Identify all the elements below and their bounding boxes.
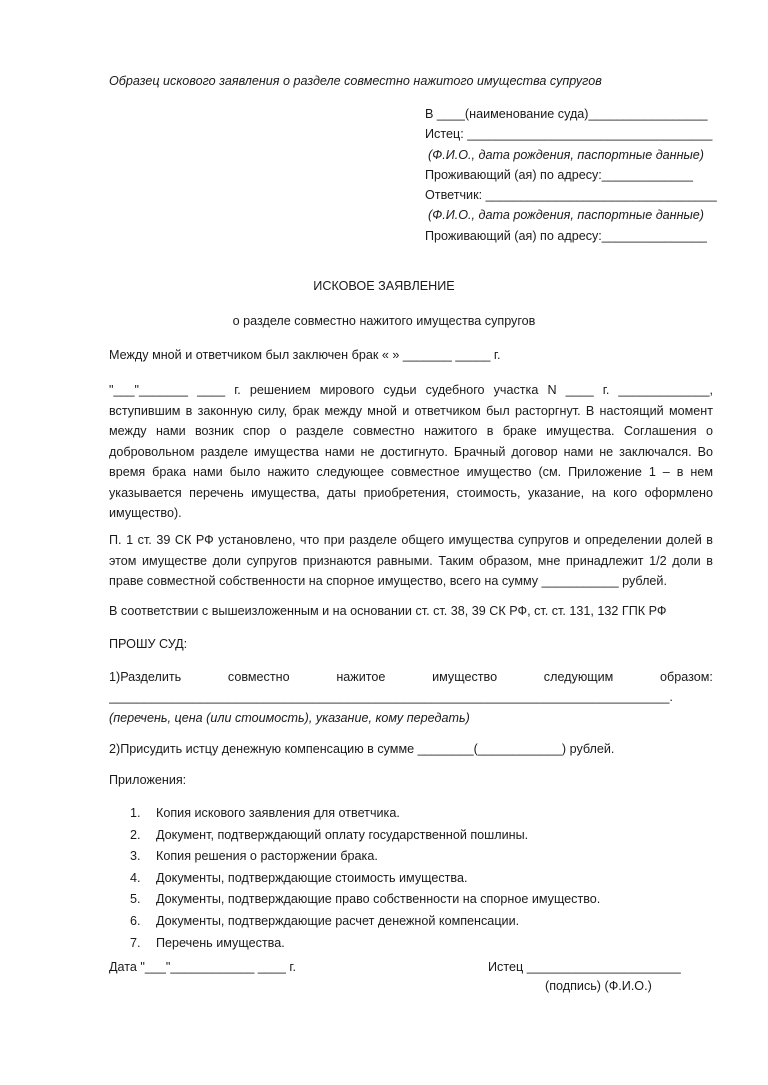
request-1-word: образом: <box>660 670 713 684</box>
footer-date: Дата "___"____________ ____ г. <box>109 960 296 974</box>
header-line-court: В ____(наименование суда)_________________ <box>425 107 708 121</box>
header-line-defendant-address: Проживающий (ая) по адресу:_______________ <box>425 229 707 243</box>
document-title: ИСКОВОЕ ЗАЯВЛЕНИЕ <box>313 279 455 293</box>
request-1-word: следующим <box>543 670 614 684</box>
request-1-word: имущество <box>432 670 498 684</box>
paragraph-divorce: "___"_______ ____ г. решением мирового судьи судебного участка N ____ г. _____________, вступившим в законную силу, брак между мной и ответчиком был расторгнут. В настоящий момент между нами возник спор о разделе совместно нажитого в браке имущества. Соглашения о добровольном разделе имущества нами не достигнуто. Брачный договор нами не заключался. Во время брака нами было нажито следующее совместное имущество (см. Приложение 1 – в нем указывается перечень имущества, даты приобретения, стоимость, указание, на кого оформлено имущество). <box>109 383 713 520</box>
list-item <box>130 889 600 911</box>
list-item <box>130 803 600 825</box>
list-item-text: Документ, подтверждающий оплату государственной пошлины. <box>156 827 529 842</box>
list-item-text: Копия искового заявления для ответчика. <box>156 806 400 820</box>
list-item-text: Документы, подтверждающие расчет денежной компенсации. <box>156 913 520 928</box>
list-item <box>130 868 600 890</box>
request-1-word: 1)Разделить <box>109 670 182 684</box>
list-item <box>130 911 600 933</box>
list-item-text: Копия решения о расторжении брака. <box>156 849 378 864</box>
attachments-heading: Приложения: <box>109 773 187 787</box>
header-line-plaintiff-note: (Ф.И.О., дата рождения, паспортные данные) <box>428 148 704 162</box>
list-item-number: 7. <box>130 935 141 950</box>
header-line-defendant-note: (Ф.И.О., дата рождения, паспортные данные) <box>428 208 704 222</box>
list-item <box>130 933 600 955</box>
request-2: 2)Присудить истцу денежную компенсацию в сумме ________(____________) рублей. <box>109 742 615 756</box>
document-subtitle: о разделе совместно нажитого имущества супругов <box>232 314 536 328</box>
list-item-number: 6. <box>130 913 141 928</box>
paragraph-marriage: Между мной и ответчиком был заключен брак « » _______ _____ г. <box>109 348 501 362</box>
request-1-note: (перечень, цена (или стоимость), указание, кому передать) <box>109 711 470 725</box>
request-1-word: нажитое <box>336 670 386 684</box>
request-1-line <box>109 670 713 684</box>
header-line-defendant: Ответчик: _________________________________ <box>425 188 717 202</box>
list-item <box>130 846 600 868</box>
request-heading: ПРОШУ СУД: <box>109 637 188 651</box>
header-line-plaintiff: Истец: ___________________________________ <box>425 127 713 141</box>
paragraph-law: П. 1 ст. 39 СК РФ установлено, что при разделе общего имущества супругов и определении долей в этом имуществе доли супругов признаются равными. Таким образом, мне принадлежит 1/2 доли в праве совместной собственности на спорное имущество, всего на сумму ___________ рублей. <box>109 533 713 588</box>
header-line-plaintiff-address: Проживающий (ая) по адресу:_____________ <box>425 168 693 182</box>
paragraph-basis: В соответствии с вышеизложенным и на основании ст. ст. 38, 39 СК РФ, ст. ст. 131, 132 ГПК РФ <box>109 604 667 618</box>
request-1-blank: ________________________________________________________________________________. <box>109 690 673 704</box>
list-item-number: 4. <box>130 870 141 885</box>
footer-signature: (подпись) (Ф.И.О.) <box>545 979 652 993</box>
list-item-number: 3. <box>130 849 141 864</box>
list-item-text: Перечень имущества. <box>156 935 285 950</box>
attachments-list <box>130 803 600 954</box>
list-item <box>130 825 600 847</box>
sample-title: Образец искового заявления о разделе совместно нажитого имущества супругов <box>109 74 602 88</box>
list-item-text: Документы, подтверждающие стоимость имущества. <box>156 870 468 885</box>
list-item-number: 5. <box>130 892 141 907</box>
request-1-word: совместно <box>227 670 290 684</box>
list-item-text: Документы, подтверждающие право собственности на спорное имущество. <box>156 892 601 907</box>
list-item-number: 2. <box>130 827 141 842</box>
list-item-number: 1. <box>130 806 141 820</box>
footer-plaintiff: Истец ______________________ <box>488 960 681 974</box>
